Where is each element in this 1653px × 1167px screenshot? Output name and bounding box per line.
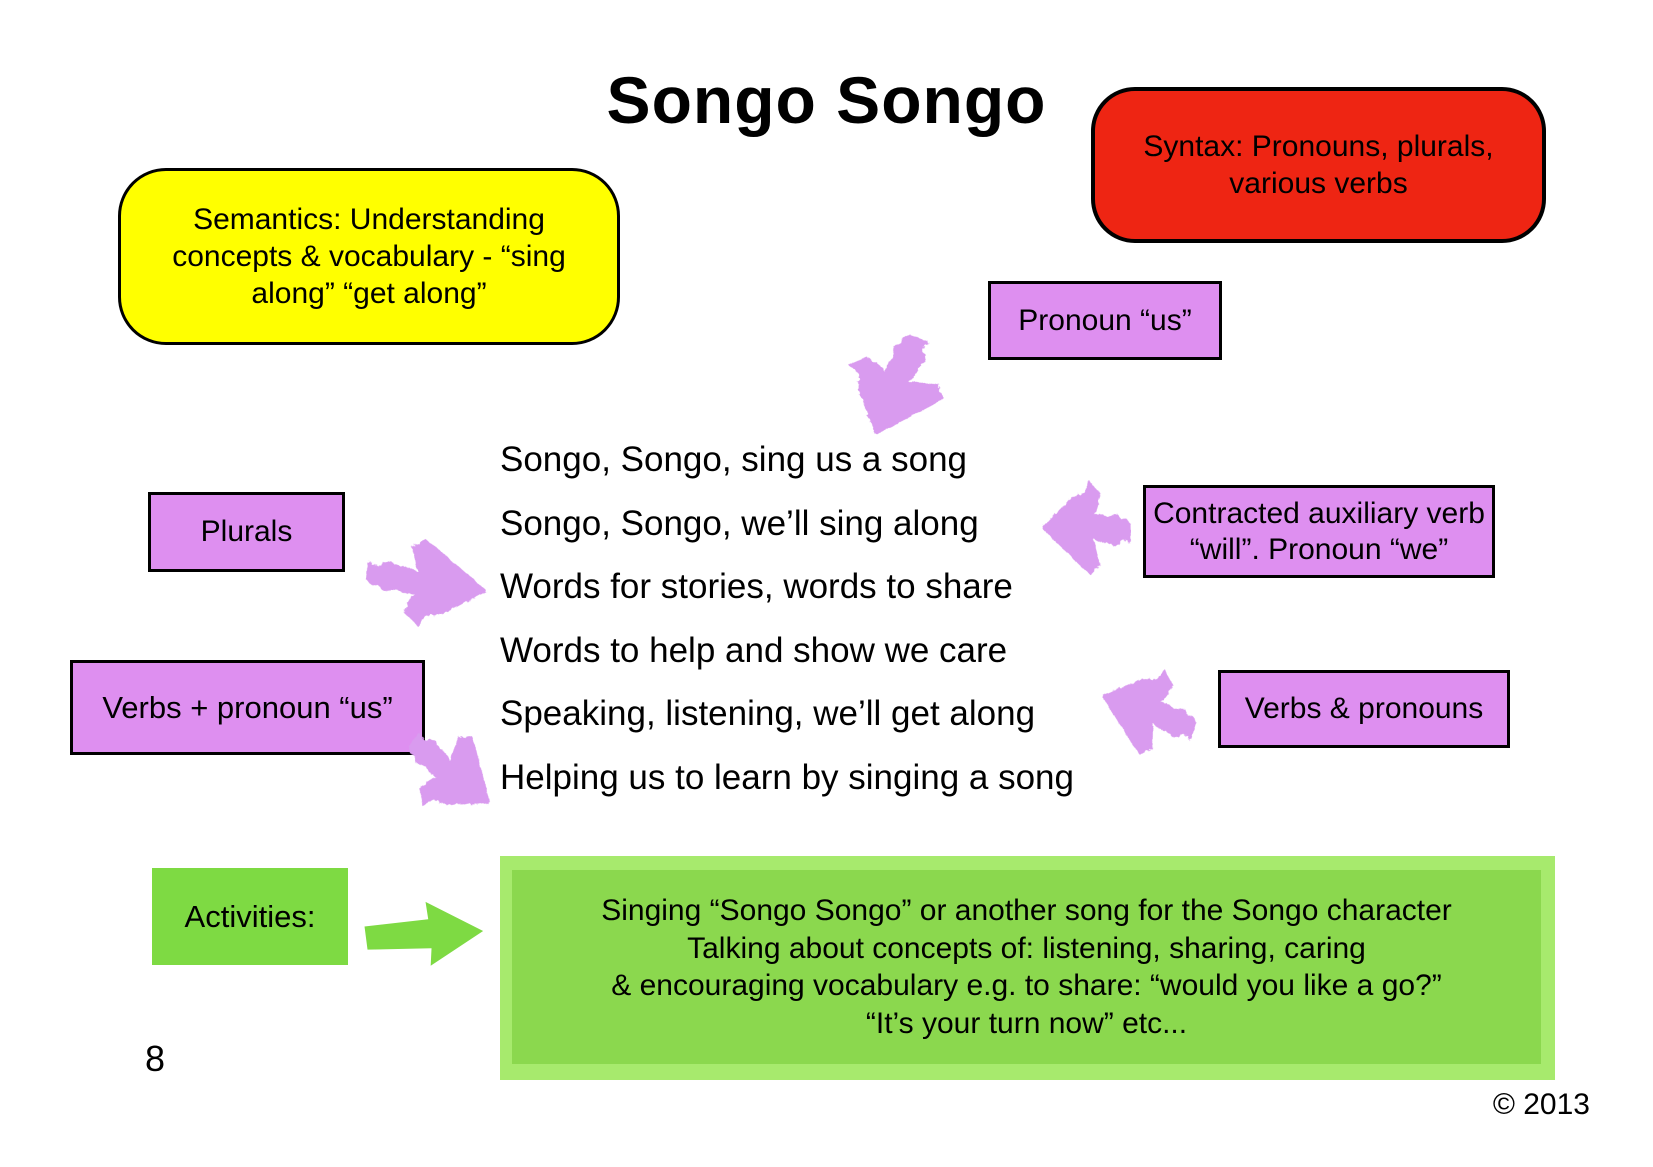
activities-line: Singing “Songo Songo” or another song for the Songo character	[601, 894, 1452, 927]
semantics-box	[118, 168, 620, 345]
activities-line: & encouraging vocabulary e.g. to share: “would you like a go?”	[611, 969, 1442, 1002]
lyric-line: Speaking, listening, we’ll get along	[500, 694, 1036, 733]
activities-line: Talking about concepts of: listening, sharing, caring	[687, 931, 1366, 965]
activities-line: “It’s your turn now” etc...	[865, 1006, 1188, 1040]
activities-box-inner	[512, 870, 1541, 1064]
lyric-line: Songo, Songo, we’ll sing along	[500, 503, 979, 543]
activities-label-text: Activities:	[184, 898, 316, 934]
lyric-line: Helping us to learn by singing a song	[500, 757, 1074, 797]
semantics-box-line: along” “get along”	[251, 277, 487, 310]
block-arrow-right-icon	[363, 897, 486, 971]
label-verbs-pronouns	[1218, 670, 1510, 748]
crayon-arrow-right-icon	[354, 523, 497, 640]
activities-label-box	[152, 868, 348, 965]
label-contracted-line: Contracted auxiliary verb	[1153, 496, 1485, 530]
lyric-line: Words for stories, words to share	[500, 567, 1013, 606]
syntax-box-line: various verbs	[1229, 167, 1408, 200]
syntax-box	[1091, 87, 1546, 243]
syntax-box-line: Syntax: Pronouns, plurals,	[1143, 130, 1494, 163]
label-pronoun-us	[988, 281, 1222, 360]
activities-box	[500, 856, 1555, 1080]
label-contracted-line: “will”. Pronoun “we”	[1189, 532, 1449, 566]
label-verbs-pronoun-us	[70, 660, 425, 755]
label-verbs-pronouns-text: Verbs & pronouns	[1244, 692, 1484, 725]
lyric-line: Songo, Songo, sing us a song	[500, 440, 968, 479]
page-title: Songo Songo	[606, 63, 1047, 137]
label-contracted-auxiliary-verb	[1143, 485, 1495, 578]
copyright: © 2013	[1492, 1088, 1590, 1121]
label-pronoun-us-text: Pronoun “us”	[1018, 303, 1192, 337]
semantics-box-line: concepts & vocabulary - “sing	[172, 240, 566, 273]
crayon-arrow-left-icon	[1039, 474, 1136, 584]
label-verbs-pronoun-us-text: Verbs + pronoun “us”	[102, 689, 393, 725]
semantics-box-line: Semantics: Understanding	[193, 203, 545, 236]
page-number: 8	[145, 1038, 166, 1079]
label-plurals	[148, 492, 345, 572]
lyric-line: Words to help and show we care	[500, 630, 1008, 670]
label-plurals-text: Plurals	[200, 515, 293, 548]
